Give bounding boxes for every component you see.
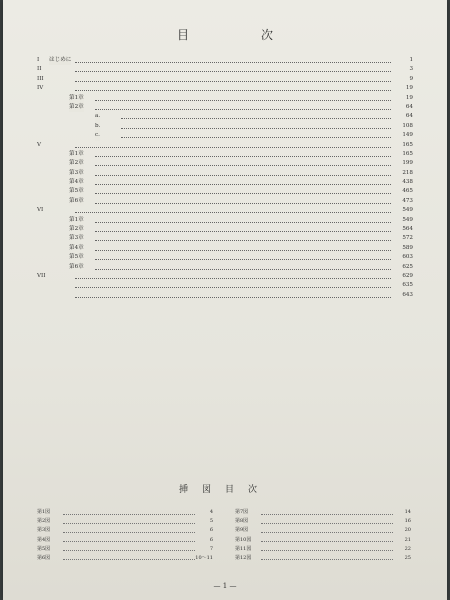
toc-entry-label: 第6章 [69, 197, 84, 206]
figure-entry-number: 第6図 [37, 554, 51, 561]
figure-entry-leader [261, 523, 393, 524]
toc-entry-leader [95, 184, 391, 185]
toc-entry-page: 9 [409, 75, 413, 82]
toc-entry-leader [75, 147, 391, 148]
toc-entry-leader [95, 165, 391, 166]
toc-entry-label: 第1章 [69, 216, 84, 225]
toc-entry-label: 第3章 [69, 169, 84, 178]
toc-entry-label: 第1章 [69, 94, 84, 103]
toc-entry-label: c. [95, 131, 100, 140]
figure-entry-leader [261, 559, 393, 560]
figure-entry [37, 536, 213, 545]
toc-entry [37, 65, 413, 74]
figure-entry [235, 545, 411, 554]
toc-entry-label: b. [95, 122, 100, 131]
toc-entry-page: 635 [402, 282, 413, 289]
toc-entry-page: 3 [409, 66, 413, 73]
toc-entry [37, 234, 413, 243]
toc-entry-number: VI [37, 207, 44, 214]
toc-entry [37, 187, 413, 196]
toc-entry-label: 第2章 [69, 159, 84, 168]
toc-entry-page: 19 [405, 85, 413, 92]
toc-entry [37, 169, 413, 178]
toc-entry-label: 第4章 [69, 244, 84, 253]
figure-entry-page: 10〜11 [195, 554, 213, 561]
toc-entry [37, 75, 413, 84]
toc-entry-page: 589 [402, 244, 413, 251]
figures-column-right [235, 508, 411, 563]
toc-entry-label: はじめに [49, 56, 71, 65]
figure-entry-leader [63, 523, 195, 524]
toc-entry-page: 465 [402, 188, 413, 195]
toc-entry [37, 94, 413, 103]
figure-entry-page: 16 [404, 518, 411, 525]
figure-entry-number: 第4図 [37, 536, 51, 543]
toc-entry-leader [95, 193, 391, 194]
figure-entry [37, 508, 213, 517]
toc-entry-leader [95, 222, 391, 223]
toc-entry [37, 150, 413, 159]
toc-entry-number: V [37, 141, 42, 148]
figure-entry-page: 20 [404, 527, 411, 534]
page-number: — 1 — [213, 582, 237, 590]
toc-entry [37, 159, 413, 168]
toc-entry-label: 第5章 [69, 253, 84, 262]
figure-entry-number: 第2図 [37, 518, 51, 525]
toc-entry-leader [75, 297, 391, 298]
toc-entry-page: 199 [402, 160, 413, 167]
toc-entry-page: 149 [402, 132, 413, 139]
figure-entry-page: 6 [209, 536, 213, 543]
toc-entry-leader [95, 156, 391, 157]
toc-entry [37, 84, 413, 93]
figure-entry-number: 第10図 [235, 536, 252, 543]
toc-entry-label: 第5章 [69, 187, 84, 196]
toc-entry-leader [75, 81, 391, 82]
toc-entry-label: a. [95, 112, 100, 121]
toc-entry-leader [75, 287, 391, 288]
toc-entry-leader [95, 231, 391, 232]
figure-entry-leader [261, 532, 393, 533]
toc-entry-leader [75, 278, 391, 279]
figure-entry [235, 508, 411, 517]
figure-entry-leader [63, 541, 195, 542]
toc-entry-page: 64 [405, 113, 413, 120]
figure-entry-page: 4 [209, 509, 213, 515]
toc-entry [37, 122, 413, 131]
figure-entry [37, 554, 213, 563]
toc-entry-leader [75, 90, 391, 91]
toc-entry-number: IV [37, 85, 44, 92]
figure-entry-leader [261, 550, 393, 551]
figure-entry [235, 526, 411, 535]
toc-entry-leader [121, 128, 391, 129]
toc-entry-page: 549 [402, 207, 413, 214]
toc-entry-page: 438 [402, 179, 413, 186]
figure-entry-number: 第5図 [37, 545, 51, 552]
figure-entry [37, 526, 213, 535]
figure-entry-leader [63, 532, 195, 533]
figure-entry-page: 5 [209, 518, 213, 525]
toc-entry-leader [95, 250, 391, 251]
toc-entry-leader [95, 240, 391, 241]
toc-entry-leader [95, 269, 391, 270]
toc-entry-number: III [37, 75, 44, 82]
toc-entry [37, 206, 413, 215]
toc-entry [37, 244, 413, 253]
figure-entry [37, 545, 213, 554]
figure-entry-number: 第8図 [235, 518, 249, 525]
toc-entry-number: II [37, 66, 42, 73]
figure-entry [235, 536, 411, 545]
toc-entry-page: 625 [402, 263, 413, 270]
figure-entry-page: 25 [404, 554, 411, 561]
toc-entry-leader [121, 118, 391, 119]
toc-entry-number: VII [37, 272, 46, 279]
page-title: 目 次 [176, 28, 303, 42]
figures-title: 挿図目次 [178, 485, 271, 495]
toc-entry-leader [121, 137, 391, 138]
toc-entry-page: 643 [402, 291, 413, 298]
document-page [3, 0, 447, 600]
figure-entry-leader [63, 550, 195, 551]
toc-entry-page: 165 [402, 150, 413, 157]
toc-entry [37, 263, 413, 272]
toc-entry-page: 629 [402, 272, 413, 279]
toc-entry-leader [95, 203, 391, 204]
toc-entry-label: 第2章 [69, 225, 84, 234]
figure-entry-page: 7 [209, 545, 213, 552]
figure-entry-leader [261, 514, 393, 515]
figure-entry-number: 第3図 [37, 527, 51, 534]
figure-entry-number: 第7図 [235, 509, 249, 515]
figure-entry-number: 第1図 [37, 509, 51, 515]
figure-entry-leader [261, 541, 393, 542]
figure-entry-page: 14 [404, 509, 411, 515]
toc-entry-leader [75, 71, 391, 72]
toc-entry-page: 603 [402, 254, 413, 261]
toc-entry-leader [95, 100, 391, 101]
toc-entry [37, 178, 413, 187]
toc-entry [37, 131, 413, 140]
toc-entry [37, 112, 413, 121]
figure-entry-leader [63, 514, 195, 515]
toc-entry [37, 56, 413, 65]
toc-entry [37, 225, 413, 234]
toc-entry-label: 第1章 [69, 150, 84, 159]
toc-entry-leader [75, 212, 391, 213]
toc-entry-leader [95, 175, 391, 176]
figure-entry-leader [63, 559, 195, 560]
toc-entry [37, 141, 413, 150]
toc-entry-page: 549 [402, 216, 413, 223]
toc-entry [37, 291, 413, 300]
toc-entry [37, 216, 413, 225]
figure-entry [235, 517, 411, 526]
toc-entry-page: 19 [405, 94, 413, 101]
toc-entry-label: 第4章 [69, 178, 84, 187]
toc-entry-page: 473 [402, 197, 413, 204]
figure-entry-number: 第9図 [235, 527, 249, 534]
toc-entry-page: 564 [402, 226, 413, 233]
figure-entry [235, 554, 411, 563]
figure-entry-page: 21 [404, 536, 411, 543]
toc-entry [37, 197, 413, 206]
toc-entry-leader [75, 62, 391, 63]
toc-entry [37, 253, 413, 262]
toc-entry-page: 218 [402, 169, 413, 176]
figure-entry-page: 6 [209, 527, 213, 534]
toc-entry-number: I [37, 57, 40, 63]
figure-entry-number: 第11図 [235, 545, 252, 552]
toc-entry [37, 272, 413, 281]
table-of-contents [37, 56, 413, 300]
toc-entry-leader [95, 109, 391, 110]
toc-entry [37, 103, 413, 112]
toc-entry-page: 165 [402, 141, 413, 148]
toc-entry-page: 108 [402, 122, 413, 129]
figure-entry [37, 517, 213, 526]
toc-entry-label: 第3章 [69, 234, 84, 243]
figure-entry-number: 第12図 [235, 554, 252, 561]
toc-entry-leader [95, 259, 391, 260]
toc-entry-page: 572 [402, 235, 413, 242]
toc-entry-page: 64 [405, 103, 413, 110]
toc-entry-label: 第6章 [69, 263, 84, 272]
toc-entry-label: 第2章 [69, 103, 84, 112]
figures-column-left [37, 508, 213, 563]
figure-entry-page: 22 [404, 545, 411, 552]
toc-entry [37, 281, 413, 290]
toc-entry-page: 1 [409, 57, 413, 63]
